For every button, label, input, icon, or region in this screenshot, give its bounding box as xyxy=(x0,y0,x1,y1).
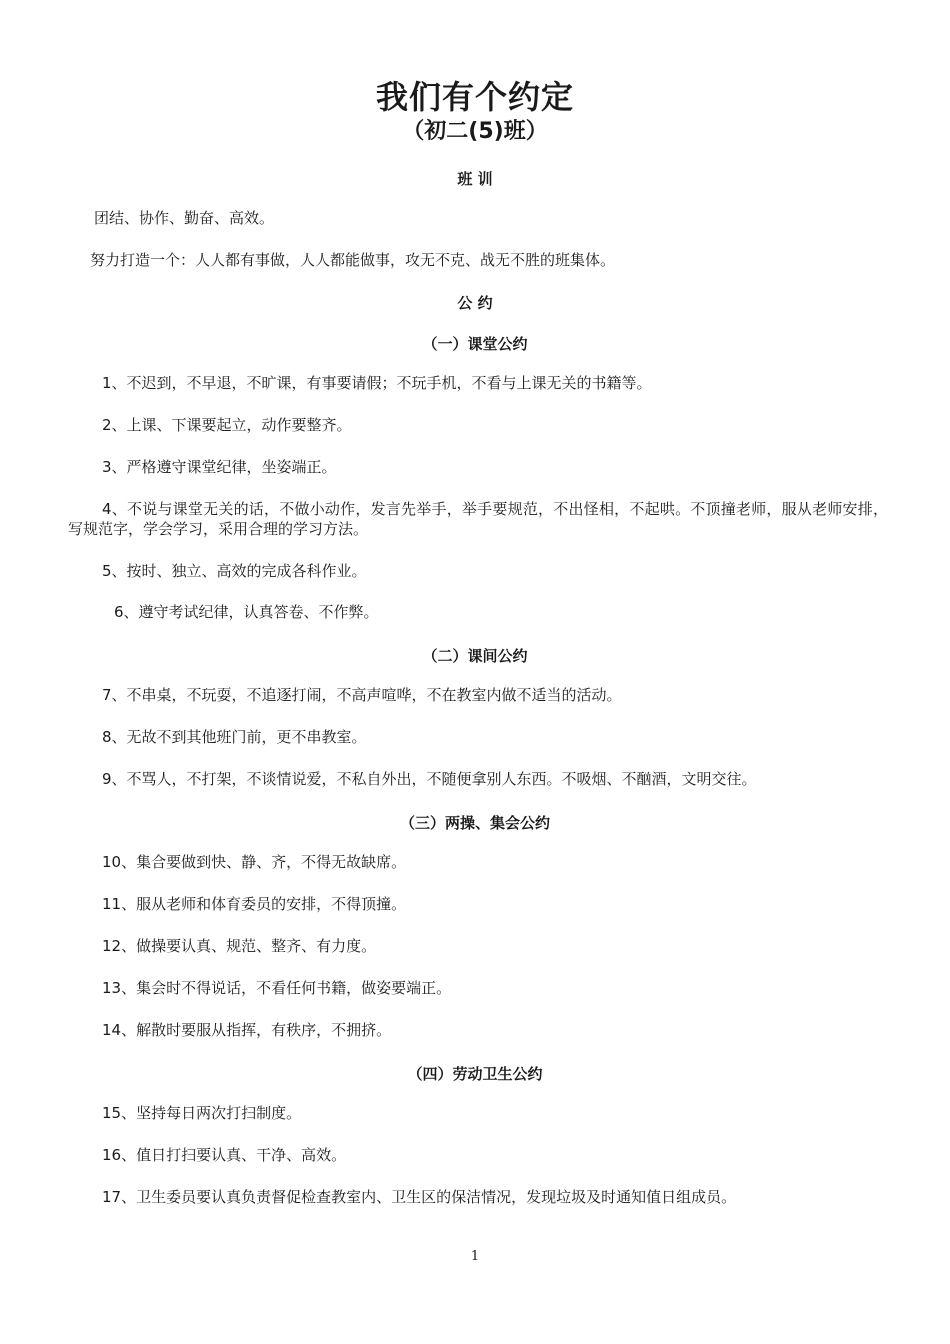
rule-item xyxy=(102,852,406,872)
rule-text: 、集会时不得说话，不看任何书籍，做姿要端正。 xyxy=(121,979,452,997)
rule-item xyxy=(102,457,337,477)
section-heading: （一）课堂公约 xyxy=(422,335,528,353)
page-number: 1 xyxy=(470,1249,480,1264)
document-subtitle: （初二(5)班） xyxy=(402,119,548,144)
rule-text: 、无故不到其他班门前，更不串教室。 xyxy=(111,728,367,746)
rule-number: 2 xyxy=(102,416,112,434)
rule-text: 、值日打扫要认真、干净、高效。 xyxy=(121,1146,347,1164)
rule-item xyxy=(102,978,451,998)
rule-number: 9 xyxy=(102,770,112,788)
rule-item xyxy=(102,894,406,914)
rule-text: 、按时、独立、高效的完成各科作业。 xyxy=(111,562,367,580)
rule-number: 12 xyxy=(102,937,122,955)
rule-number: 4 xyxy=(102,500,112,518)
rule-item xyxy=(114,602,379,622)
rule-number: 1 xyxy=(102,374,112,392)
rule-number: 7 xyxy=(102,686,112,704)
motto-line: 努力打造一个：人人都有事做，人人都能做事，攻无不克、战无不胜的班集体。 xyxy=(90,251,616,269)
rule-item xyxy=(102,727,367,747)
rule-text: 、做操要认真、规范、整齐、有力度。 xyxy=(121,937,377,955)
rule-number: 3 xyxy=(102,458,112,476)
rule-number: 13 xyxy=(102,979,122,997)
rule-item xyxy=(102,415,352,435)
rule-text: 、严格遵守课堂纪律，坐姿端正。 xyxy=(111,458,337,476)
rule-text: 、集合要做到快、静、齐，不得无故缺席。 xyxy=(121,853,407,871)
rule-text: 、解散时要服从指挥，有秩序，不拥挤。 xyxy=(121,1021,392,1039)
rule-number: 10 xyxy=(102,853,122,871)
rule-item xyxy=(102,1020,391,1040)
section-heading: （三）两操、集会公约 xyxy=(399,814,550,832)
rule-text: 、卫生委员要认真负责督促检查教室内、卫生区的保洁情况，发现垃圾及时通知值日组成员。 xyxy=(121,1188,737,1206)
rule-item xyxy=(102,1187,736,1207)
rule-item xyxy=(102,373,652,393)
rule-text: 、坚持每日两次打扫制度。 xyxy=(121,1104,302,1122)
rule-number: 6 xyxy=(114,603,124,621)
rule-item xyxy=(68,499,888,539)
rule-text: 、不串桌，不玩耍，不追逐打闹，不高声喧哗，不在教室内做不适当的活动。 xyxy=(111,686,622,704)
rule-text: 、上课、下课要起立，动作要整齐。 xyxy=(111,416,352,434)
rule-item xyxy=(102,1103,301,1123)
rule-item xyxy=(102,936,376,956)
motto-line: 团结、协作、勤奋、高效。 xyxy=(94,209,275,227)
rule-item xyxy=(102,685,622,705)
rule-number: 5 xyxy=(102,562,112,580)
rule-number: 14 xyxy=(102,1021,122,1039)
section-heading: （四）劳动卫生公约 xyxy=(407,1065,543,1083)
rule-text: 、不说与课堂无关的话，不做小动作，发言先举手，举手要规范，不出怪相，不起哄。不顶撞老师，服从老师安排，写规范字，学会学习，采用合理的学习方法。 xyxy=(68,500,888,538)
motto-heading: 班 训 xyxy=(457,170,493,188)
rule-text: 、服从老师和体育委员的安排，不得顶撞。 xyxy=(121,895,407,913)
rule-number: 15 xyxy=(102,1104,122,1122)
rule-item xyxy=(102,769,757,789)
rule-item xyxy=(102,561,367,581)
rule-number: 17 xyxy=(102,1188,122,1206)
section-heading: （二）课间公约 xyxy=(422,647,528,665)
rule-number: 16 xyxy=(102,1146,122,1164)
rule-text: 、遵守考试纪律，认真答卷、不作弊。 xyxy=(123,603,379,621)
rule-text: 、不骂人，不打架，不谈情说爱，不私自外出，不随便拿别人东西。不吸烟、不酗酒，文明交往。 xyxy=(111,770,757,788)
rule-number: 11 xyxy=(102,895,122,913)
rule-item xyxy=(102,1145,346,1165)
rule-text: 、不迟到，不早退，不旷课，有事要请假；不玩手机，不看与上课无关的书籍等。 xyxy=(111,374,652,392)
pact-heading: 公 约 xyxy=(457,294,493,312)
rule-number: 8 xyxy=(102,728,112,746)
document-title: 我们有个约定 xyxy=(375,78,574,116)
